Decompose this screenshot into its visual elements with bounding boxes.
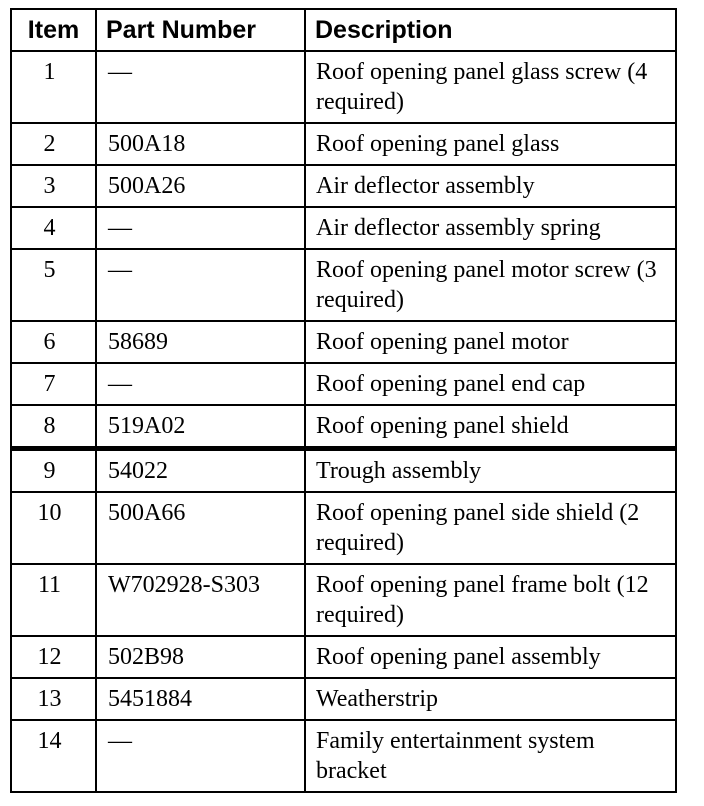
item-cell: 4 (11, 207, 96, 249)
item-cell: 2 (11, 123, 96, 165)
part-number-cell: 500A66 (96, 492, 305, 564)
table-row (11, 449, 676, 493)
part-number-cell: — (96, 249, 305, 321)
part-number-cell: 500A26 (96, 165, 305, 207)
table-row (11, 321, 676, 363)
table-row (11, 207, 676, 249)
item-cell: 11 (11, 564, 96, 636)
part-number-cell: — (96, 207, 305, 249)
item-cell: 6 (11, 321, 96, 363)
description-cell: Air deflector assembly (305, 165, 676, 207)
part-number-cell: — (96, 720, 305, 792)
table-row (11, 165, 676, 207)
item-cell: 12 (11, 636, 96, 678)
part-number-cell: — (96, 51, 305, 123)
part-number-cell: 519A02 (96, 405, 305, 449)
header-item: Item (11, 9, 96, 51)
item-cell: 8 (11, 405, 96, 449)
table-row (11, 405, 676, 449)
header-part-number: Part Number (96, 9, 305, 51)
description-cell: Roof opening panel glass screw (4 required) (305, 51, 676, 123)
header-row (11, 9, 676, 51)
item-cell: 10 (11, 492, 96, 564)
part-number-cell: 54022 (96, 449, 305, 493)
part-number-cell: 58689 (96, 321, 305, 363)
part-number-cell: — (96, 363, 305, 405)
table-row (11, 636, 676, 678)
item-cell: 7 (11, 363, 96, 405)
description-cell: Roof opening panel motor (305, 321, 676, 363)
part-number-cell: W702928-S303 (96, 564, 305, 636)
table-row (11, 720, 676, 792)
item-cell: 13 (11, 678, 96, 720)
part-number-cell: 502B98 (96, 636, 305, 678)
description-cell: Roof opening panel end cap (305, 363, 676, 405)
description-cell: Roof opening panel frame bolt (12 required) (305, 564, 676, 636)
item-cell: 14 (11, 720, 96, 792)
description-cell: Roof opening panel side shield (2 required) (305, 492, 676, 564)
description-cell: Roof opening panel glass (305, 123, 676, 165)
description-cell: Roof opening panel motor screw (3 required) (305, 249, 676, 321)
header-description: Description (305, 9, 676, 51)
description-cell: Roof opening panel assembly (305, 636, 676, 678)
table-row (11, 123, 676, 165)
description-cell: Roof opening panel shield (305, 405, 676, 449)
description-cell: Air deflector assembly spring (305, 207, 676, 249)
table-row (11, 564, 676, 636)
item-cell: 3 (11, 165, 96, 207)
item-cell: 9 (11, 449, 96, 493)
table-row (11, 249, 676, 321)
table-row (11, 363, 676, 405)
part-number-cell: 5451884 (96, 678, 305, 720)
table-row (11, 492, 676, 564)
item-cell: 5 (11, 249, 96, 321)
description-cell: Weatherstrip (305, 678, 676, 720)
table-row (11, 678, 676, 720)
parts-table (10, 8, 677, 793)
description-cell: Trough assembly (305, 449, 676, 493)
description-cell: Family entertainment system bracket (305, 720, 676, 792)
table-row (11, 51, 676, 123)
item-cell: 1 (11, 51, 96, 123)
part-number-cell: 500A18 (96, 123, 305, 165)
